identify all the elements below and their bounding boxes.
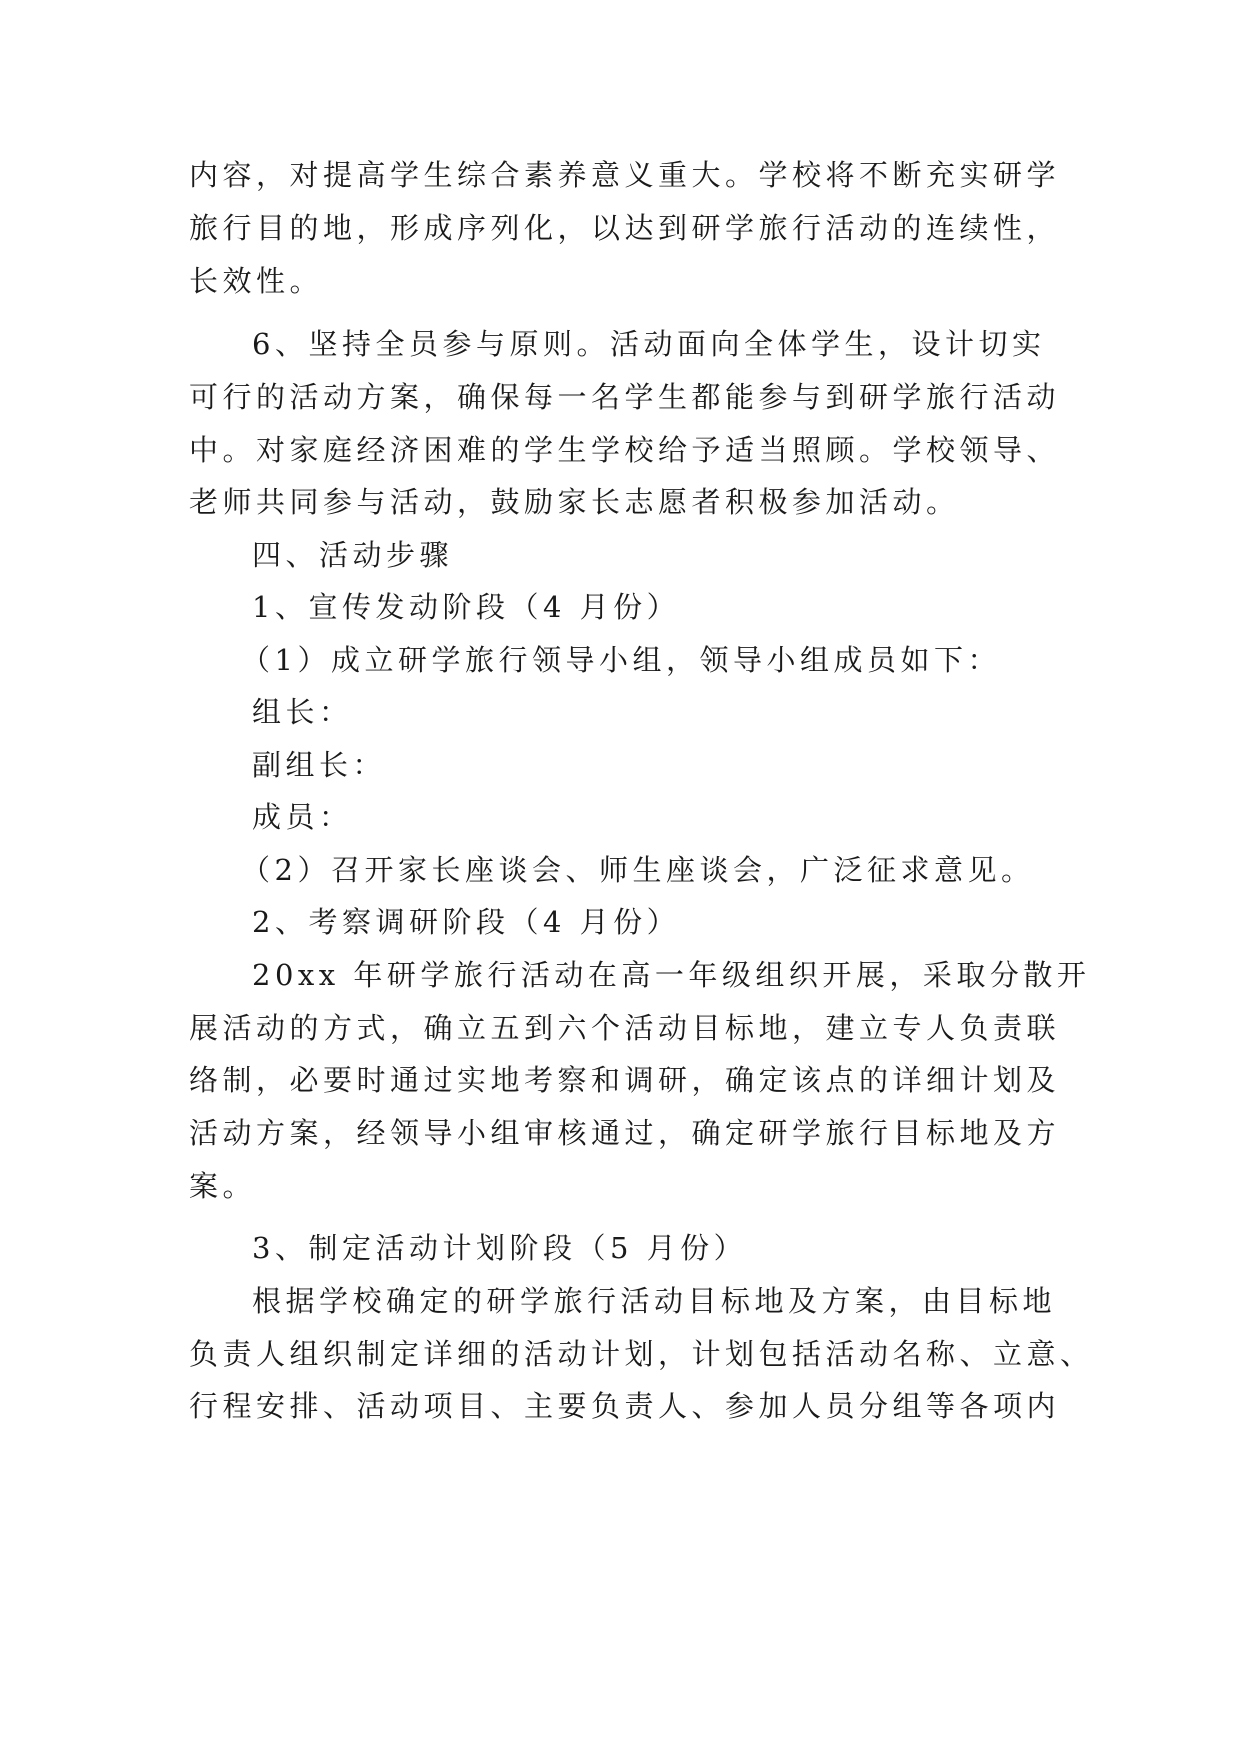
text-line: 活动方案，经领导小组审核通过，确定研学旅行目标地及方: [189, 1116, 1061, 1150]
section-heading: 四、活动步骤: [252, 538, 454, 572]
text-line: 展活动的方式，确立五到六个活动目标地，建立专人负责联: [189, 1011, 1061, 1045]
text-line: 中。对家庭经济困难的学生学校给予适当照顾。学校领导、: [189, 433, 1061, 467]
text-line: 20xx 年研学旅行活动在高一年级组织开展，采取分散开: [252, 958, 1091, 992]
text-line: 旅行目的地，形成序列化，以达到研学旅行活动的连续性，: [189, 211, 1061, 245]
text-line: 老师共同参与活动，鼓励家长志愿者积极参加活动。: [189, 485, 960, 519]
text-line: 根据学校确定的研学旅行活动目标地及方案，由目标地: [252, 1284, 1057, 1318]
text-line: 案。: [189, 1169, 257, 1203]
text-line: 可行的活动方案，确保每一名学生都能参与到研学旅行活动: [189, 380, 1061, 414]
text-line: 组长：: [252, 695, 353, 729]
text-line: 副组长：: [252, 748, 387, 782]
text-line: 络制，必要时通过实地考察和调研，确定该点的详细计划及: [189, 1063, 1061, 1097]
text-line: 行程安排、活动项目、主要负责人、参加人员分组等各项内: [189, 1389, 1061, 1423]
subsection-heading: 3、制定活动计划阶段（5 月份）: [252, 1231, 748, 1265]
text-line: 内容，对提高学生综合素养意义重大。学校将不断充实研学: [189, 158, 1061, 192]
subsection-heading: 2、考察调研阶段（4 月份）: [252, 905, 681, 939]
text-line: 成员：: [252, 800, 353, 834]
subsection-heading: 1、宣传发动阶段（4 月份）: [252, 590, 681, 624]
text-line: 负责人组织制定详细的活动计划，计划包括活动名称、立意、: [189, 1337, 1094, 1371]
text-line: （1）成立研学旅行领导小组，领导小组成员如下：: [241, 643, 1001, 677]
text-line: 长效性。: [189, 264, 324, 298]
text-line: （2）召开家长座谈会、师生座谈会，广泛征求意见。: [241, 853, 1035, 887]
text-line: 6、坚持全员参与原则。活动面向全体学生，设计切实: [252, 327, 1046, 361]
